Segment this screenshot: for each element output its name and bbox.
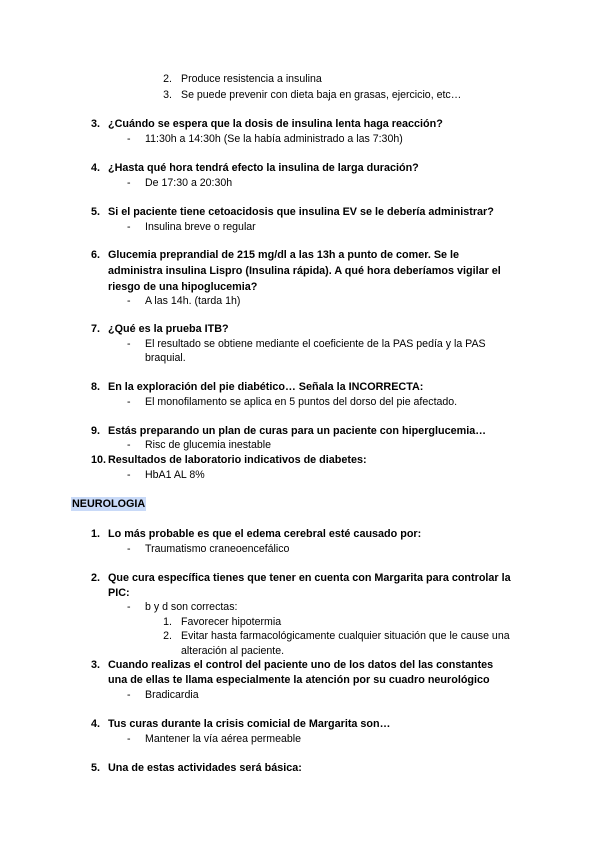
question-number: 7. xyxy=(90,323,100,335)
question-text: Una de estas actividades será básica: xyxy=(108,762,302,774)
sub-item-text: Se puede prevenir con dieta baja en grasas, ejercicio, etc… xyxy=(181,89,462,101)
question-text: una de ellas te llama especialmente la atención por su cuadro neurológico xyxy=(108,674,490,686)
question-number: 1. xyxy=(90,528,100,540)
answer-bullet: - xyxy=(127,338,131,350)
answer-text: De 17:30 a 20:30h xyxy=(145,177,233,189)
answer-text: El resultado se obtiene mediante el coeficiente de la PAS pedía y la PAS xyxy=(145,338,486,350)
question-text: PIC: xyxy=(108,587,130,599)
answer-bullet: - xyxy=(127,601,131,613)
question-text: ¿Hasta qué hora tendrá efecto la insulina de larga duración? xyxy=(108,162,419,174)
question-number: 4. xyxy=(90,718,100,730)
answer-text: 11:30h a 14:30h (Se la había administrado a las 7:30h) xyxy=(145,133,403,145)
sub-item-text: Produce resistencia a insulina xyxy=(181,73,322,85)
sub-item-number: 3. xyxy=(163,89,172,101)
question-text: riesgo de una hipoglucemia? xyxy=(108,281,258,293)
question-number: 6. xyxy=(90,249,100,261)
question-text: administra insulina Lispro (Insulina rápida). A qué hora deberíamos vigilar el xyxy=(108,265,501,277)
answer-bullet: - xyxy=(127,469,131,481)
answer-text: Insulina breve o regular xyxy=(145,221,256,233)
question-text: ¿Cuándo se espera que la dosis de insulina lenta haga reacción? xyxy=(108,118,443,130)
question-number: 10. xyxy=(90,454,106,466)
question-text: Resultados de laboratorio indicativos de diabetes: xyxy=(108,454,367,466)
answer-text: Risc de glucemia inestable xyxy=(145,439,272,451)
answer-text: A las 14h. (tarda 1h) xyxy=(145,295,241,307)
answer-bullet: - xyxy=(127,733,131,745)
answer-bullet: - xyxy=(127,221,131,233)
answer-bullet: - xyxy=(127,439,131,451)
answer-text: El monofilamento se aplica en 5 puntos del dorso del pie afectado. xyxy=(145,396,458,408)
answer-bullet: - xyxy=(127,689,131,701)
question-number: 8. xyxy=(90,381,100,393)
answer-text: HbA1 AL 8% xyxy=(145,469,205,481)
sub-item-text: Favorecer hipotermia xyxy=(181,616,282,628)
question-number: 4. xyxy=(90,162,100,174)
question-number: 5. xyxy=(90,762,100,774)
question-text: Cuando realizas el control del paciente uno de los datos del las constantes xyxy=(108,659,494,671)
section-heading-neurologia: NEUROLOGIA xyxy=(72,498,146,510)
sub-item-number: 2. xyxy=(163,630,172,642)
sub-item-text: Evitar hasta farmacológicamente cualquier situación que le cause una xyxy=(181,630,510,642)
question-text: En la exploración del pie diabético… Señala la INCORRECTA: xyxy=(108,381,424,393)
question-number: 3. xyxy=(90,118,100,130)
question-number: 9. xyxy=(90,425,100,437)
answer-bullet: - xyxy=(127,177,131,189)
answer-text: Mantener la vía aérea permeable xyxy=(145,733,302,745)
question-text: Glucemia preprandial de 215 mg/dl a las 13h a punto de comer. Se le xyxy=(108,249,460,261)
question-text: ¿Qué es la prueba ITB? xyxy=(108,323,229,335)
answer-text: Bradicardia xyxy=(145,689,199,701)
answer-bullet: - xyxy=(127,396,131,408)
sub-item-number: 2. xyxy=(163,73,172,85)
question-number: 5. xyxy=(90,206,100,218)
answer-bullet: - xyxy=(127,133,131,145)
question-number: 3. xyxy=(90,659,100,671)
answer-text: b y d son correctas: xyxy=(145,601,238,613)
question-text: Que cura específica tienes que tener en cuenta con Margarita para controlar la xyxy=(108,572,511,584)
answer-bullet: - xyxy=(127,543,131,555)
answer-text: Traumatismo craneoencefálico xyxy=(145,543,290,555)
answer-bullet: - xyxy=(127,295,131,307)
question-text: Si el paciente tiene cetoacidosis que insulina EV se le debería administrar? xyxy=(108,206,494,218)
sub-item-text: alteración al paciente. xyxy=(181,645,285,657)
question-text: Tus curas durante la crisis comicial de Margarita son… xyxy=(108,718,391,730)
answer-text: braquial. xyxy=(145,352,186,364)
sub-item-number: 1. xyxy=(163,616,172,628)
question-text: Lo más probable es que el edema cerebral esté causado por: xyxy=(108,528,422,540)
question-text: Estás preparando un plan de curas para un paciente con hiperglucemia… xyxy=(108,425,486,437)
question-number: 2. xyxy=(90,572,100,584)
